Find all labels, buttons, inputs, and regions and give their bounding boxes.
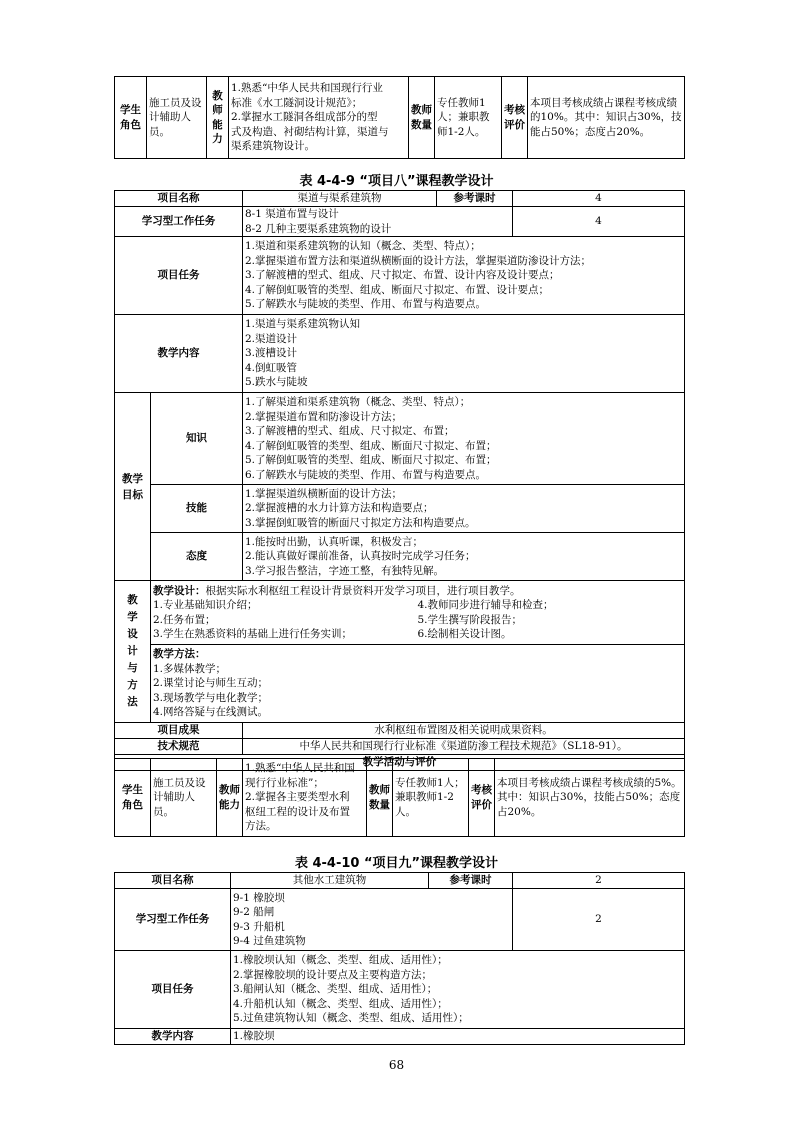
- table10: [114, 872, 685, 1045]
- result-label: 项目成果: [115, 723, 243, 739]
- design-intro: 根据实际水利枢纽工程设计背景资料开发学习项目，进行项目教学。: [205, 584, 521, 597]
- role-value: 施工员及设计辅助人员。: [147, 77, 207, 159]
- design-step: 3.学生在熟悉资料的基础上进行任务实训；: [153, 628, 353, 640]
- method-line: 4.网络答疑与在线测试。: [153, 706, 269, 719]
- ability-line: 1.熟悉“中华人民共和国现行行业: [231, 82, 383, 95]
- page-number: 68: [388, 1058, 405, 1072]
- count-value: 专任教师1人；兼职教师1-2人。: [393, 759, 469, 837]
- project-name-label: 项目名称: [115, 873, 231, 889]
- items-list: [243, 237, 685, 315]
- knowledge-line: 3.了解渡槽的型式、组成、尺寸拟定、布置；: [245, 425, 455, 437]
- hours-value: 2: [513, 873, 685, 889]
- method-block: [151, 645, 685, 723]
- content-list: [243, 315, 685, 393]
- items-list: [231, 951, 685, 1029]
- item-line: 5.过鱼建筑物认知（概念、类型、组成、适用性）；: [233, 1012, 469, 1025]
- top-activity-table: [114, 76, 685, 159]
- count-value: 专任教师1人；兼职教师1-2人。: [435, 77, 502, 159]
- task-label: 学习型工作任务: [115, 207, 243, 237]
- item-line: 1.橡胶坝认知（概念、类型、组成、适用性）；: [233, 954, 448, 967]
- method-line: 3.现场教学与电化教学；: [153, 691, 269, 704]
- attitude-list: [243, 533, 685, 581]
- count-label: 教师数量: [409, 77, 435, 159]
- project-name: 渠道与渠系建筑物: [243, 191, 437, 207]
- role-label: 学生角色: [115, 759, 151, 837]
- knowledge-label: 知识: [151, 393, 243, 485]
- items-label: 项目任务: [115, 237, 243, 315]
- eval-value: 本项目考核成绩占课程考核成绩的10%。其中：知识占30%，技能占50%；态度占20%。: [528, 77, 685, 159]
- content-line: 5.跌水与陡坡: [245, 376, 308, 389]
- skill-line: 2.掌握渡槽的水力计算方法和构造要点；: [245, 502, 434, 515]
- task-list: [243, 207, 513, 237]
- spec-label: 技术规范: [115, 739, 243, 755]
- task-item: 8-2 几种主要渠系建筑物的设计: [245, 222, 392, 235]
- item-line: 4.了解倒虹吸管的类型、组成、断面尺寸拟定、布置、设计要点；: [245, 283, 550, 296]
- skill-label: 技能: [151, 485, 243, 533]
- item-line: 1.渠道和渠系建筑物的认知（概念、类型、特点）；: [245, 240, 481, 253]
- items-label: 项目任务: [115, 951, 231, 1029]
- item-line: 2.掌握渠道布置方法和渠道纵横断面的设计方法，掌握渠道防渗设计方法；: [245, 254, 592, 267]
- project-name: 其他水工建筑物: [231, 873, 429, 889]
- table9-caption: 表 4-4-9 “项目八”课程教学设计: [299, 174, 494, 189]
- design-step: 1.专业基础知识介绍；: [153, 599, 258, 611]
- role-label: 学生角色: [115, 77, 147, 159]
- eval-value: 本项目考核成绩占课程考核成绩的5%。其中：知识占30%，技能占50%；态度占20%。: [495, 759, 685, 837]
- task-hours: 4: [513, 207, 685, 237]
- attitude-label: 态度: [151, 533, 243, 581]
- attitude-line: 3.学习报告整洁，字迹工整，有独特见解。: [245, 564, 445, 577]
- method-label-text: 教 学 设 计 与 方 法: [127, 594, 138, 708]
- task-item: 9-1 橡胶坝: [233, 891, 285, 904]
- method-line: 2.课堂讨论与师生互动；: [153, 677, 269, 690]
- skill-list: [243, 485, 685, 533]
- hours-label: 参考课时: [429, 873, 513, 889]
- design-step: 6.绘制相关设计图。: [417, 628, 512, 640]
- ability-line: 渠系建筑物设计。: [231, 140, 315, 153]
- ability-line: 枢纽工程的设计及布置: [245, 805, 350, 818]
- ability-line: 标准《水工隧洞设计规范》；: [231, 96, 363, 109]
- item-line: 3.船闸认知（概念、类型、组成、适用性）；: [233, 983, 438, 996]
- knowledge-line: 1.了解渠道和渠系建筑物（概念、类型、特点）；: [245, 396, 471, 408]
- skill-line: 3.掌握倒虹吸管的断面尺寸拟定方法和构造要点。: [245, 516, 476, 529]
- item-line: 3.了解渡槽的型式、组成、尺寸拟定、布置、设计内容及设计要点；: [245, 269, 560, 282]
- ability-line: 1.熟悉“中华人民共和国: [245, 762, 355, 775]
- design-block: [151, 581, 685, 645]
- role-value: 施工员及设计辅助人员。: [151, 759, 217, 837]
- content-label: 教学内容: [115, 1029, 231, 1045]
- ability-value: [229, 77, 409, 159]
- attitude-line: 1.能按时出勤，认真听课，积极发言；: [245, 535, 424, 548]
- content-first: 1.橡胶坝: [231, 1029, 685, 1045]
- hours-value: 4: [513, 191, 685, 207]
- task-item: 9-4 过鱼建筑物: [233, 935, 306, 947]
- ability-label: 教师能力: [217, 759, 243, 837]
- project-name-label: 项目名称: [115, 191, 243, 207]
- task-item: 8-1 渠道布置与设计: [245, 208, 339, 220]
- knowledge-line: 4.了解倒虹吸管的类型、组成、断面尺寸拟定、布置；: [245, 439, 497, 452]
- activity-label: 教学活动与评价: [115, 755, 685, 771]
- content-label: 教学内容: [115, 315, 243, 393]
- eval-label: 考核评价: [469, 759, 495, 837]
- design-step: 2.任务布置；: [153, 613, 216, 626]
- ability-line: 方法。: [245, 820, 277, 833]
- ability-line: 2.掌握水工隧洞各组成部分的型: [231, 111, 378, 124]
- ability-line: 式及构造、衬砌结构计算，渠道与: [231, 125, 389, 138]
- task-list: [231, 889, 513, 951]
- skill-line: 1.掌握渠道纵横断面的设计方法；: [245, 487, 403, 500]
- design-step: 5.学生撰写阶段报告；: [417, 613, 523, 626]
- content-line: 1.渠道与渠系建筑物认知: [245, 318, 361, 331]
- content-line: 4.倒虹吸管: [245, 361, 298, 374]
- ability-value: [243, 759, 367, 837]
- knowledge-line: 2.掌握渠道布置和防渗设计方法；: [245, 410, 403, 423]
- result-value: 水利枢纽布置图及相关说明成果资料。: [243, 723, 685, 739]
- method-line: 1.多媒体教学；: [153, 662, 227, 675]
- attitude-line: 2.能认真做好课前准备，认真按时完成学习任务；: [245, 550, 476, 563]
- item-line: 2.掌握橡胶坝的设计要点及主要构造方法；: [233, 968, 433, 981]
- knowledge-line: 5.了解倒虹吸管的类型、组成、断面尺寸拟定、布置；: [245, 454, 497, 466]
- hours-label: 参考课时: [437, 191, 513, 207]
- knowledge-line: 6.了解跌水与陡坡的类型、作用、布置与构造要点。: [245, 468, 487, 481]
- method-label: [115, 581, 151, 723]
- item-line: 4.升船机认知（概念、类型、组成、适用性）；: [233, 997, 448, 1010]
- table10-caption: 表 4-4-10 “项目九”课程教学设计: [294, 856, 499, 871]
- design-step: 4.教师同步进行辅导和检查；: [417, 599, 554, 611]
- item-line: 5.了解跌水与陡坡的类型、作用、布置与构造要点。: [245, 298, 487, 311]
- task-label: 学习型工作任务: [115, 889, 231, 951]
- count-label: 教师数量: [367, 759, 393, 837]
- task-hours: 2: [513, 889, 685, 951]
- content-line: 2.渠道设计: [245, 332, 298, 345]
- content-line: 3.渡槽设计: [245, 347, 298, 360]
- table9-activity: [114, 758, 685, 837]
- task-item: 9-3 升船机: [233, 920, 285, 933]
- task-item: 9-2 船闸: [233, 906, 275, 918]
- table9: [114, 190, 685, 771]
- design-title: 教学设计：: [153, 584, 206, 597]
- goal-label: 教学目标: [115, 393, 151, 581]
- eval-label: 考核评价: [502, 77, 528, 159]
- ability-line: 2.掌握各主要类型水利: [245, 791, 350, 804]
- spec-value: 中华人民共和国现行行业标准《渠道防渗工程技术规范》（SL18-91）。: [243, 739, 685, 755]
- ability-line: 现行行业标准”；: [245, 776, 324, 789]
- knowledge-list: [243, 393, 685, 485]
- ability-label: 教师能力: [207, 77, 229, 159]
- method-title: 教学方法：: [153, 648, 206, 661]
